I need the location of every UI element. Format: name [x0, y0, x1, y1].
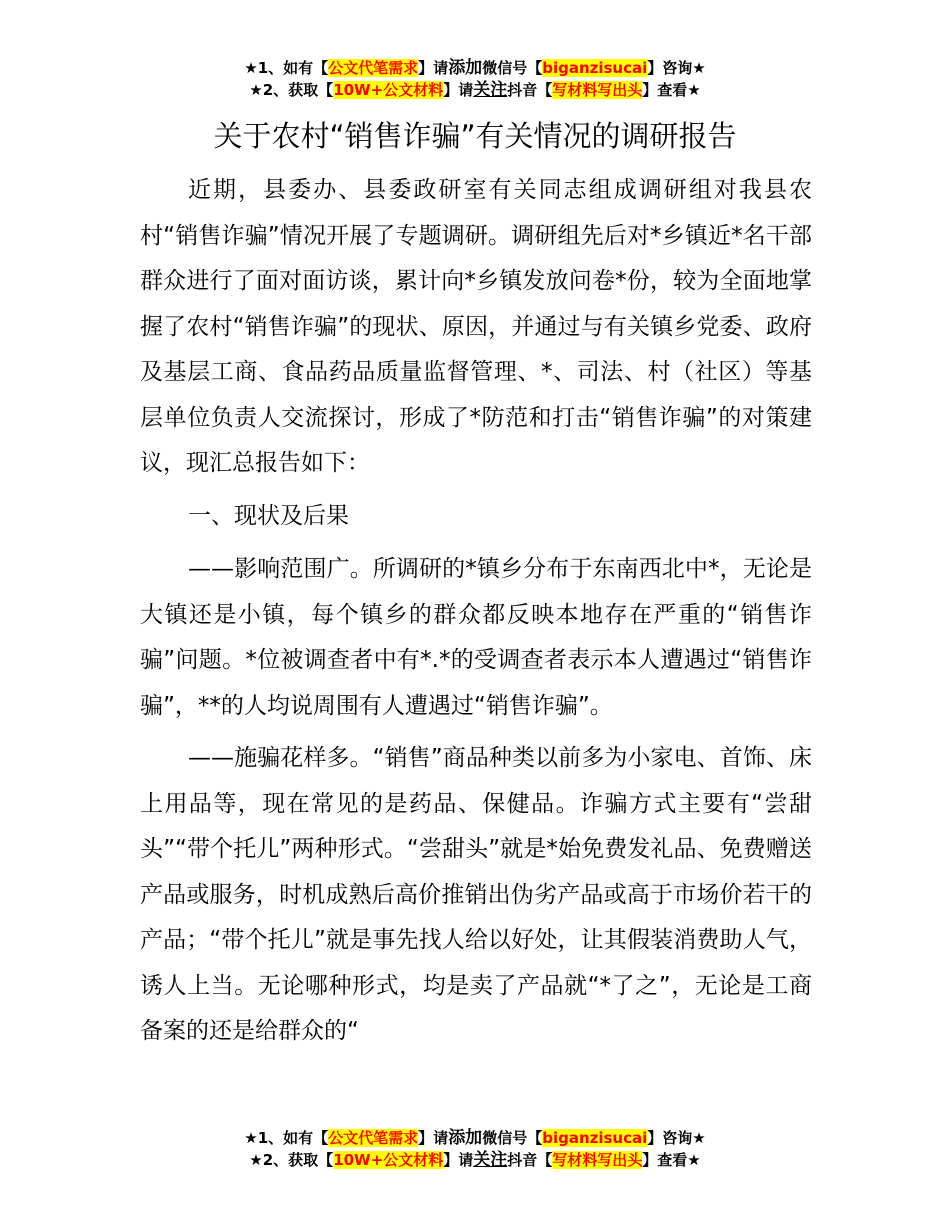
promo-emphasis: 关注	[473, 80, 508, 100]
document-body	[140, 168, 812, 1062]
promo-text: ★1、如有【	[244, 59, 329, 77]
promo-emphasis: 添加	[448, 1128, 483, 1148]
promo-text: 】咨询★	[647, 59, 706, 77]
promo-highlight: 10W+公文材料	[333, 81, 444, 99]
promo-banner-bottom	[0, 1127, 950, 1171]
paragraph-intro: 近期，县委办、县委政研室有关同志组成调研组对我县农村“销售诈骗”情况开展了专题调研。调研组先后对*乡镇近*名干部群众进行了面对面访谈，累计向*乡镇发放问卷*份，较为全面地掌握了农村“销售诈骗”的现状、原因，并通过与有关镇乡党委、政府及基层工商、食品药品质量监督管理、*、司法、村（社区）等基层单位负责人交流探讨，形成了*防范和打击“销售诈骗”的对策建议，现汇总报告如下：	[140, 177, 812, 476]
promo-text: 】查看★	[642, 1151, 701, 1169]
section-heading: 一、现状及后果	[188, 502, 349, 529]
paragraph-methods: ——施骗花样多。“销售”商品种类以前多为小家电、首饰、床上用品等，现在常见的是药品、保健品。诈骗方式主要有“尝甜头”“带个托儿”两种形式。“尝甜头”就是*始免费发礼品、免费赠送产品或服务，时机成熟后高价推销出伪劣产品或高于市场价若干的产品；“带个托儿”就是事先找人给以好处，让其假装消费助人气，诱人上当。无论哪种形式，均是卖了产品就“*了之”，无论是工商备案的还是给群众的“	[140, 745, 812, 1044]
promo-text: 】咨询★	[647, 1129, 706, 1147]
promo-text: 抖音【	[507, 1151, 553, 1169]
promo-text: 抖音【	[507, 81, 553, 99]
promo-text: ★1、如有【	[244, 1129, 329, 1147]
promo-line-1	[0, 1127, 950, 1149]
promo-text: 】请	[418, 1129, 449, 1147]
promo-text: ★2、获取【	[249, 81, 334, 99]
promo-text: 微信号【	[482, 59, 543, 77]
document-title: 关于农村“销售诈骗”有关情况的调研报告	[213, 119, 737, 153]
promo-text: 】请	[443, 1151, 474, 1169]
promo-banner-top	[0, 57, 950, 101]
promo-highlight: 公文代笔需求	[328, 59, 419, 77]
promo-emphasis: 关注	[473, 1150, 508, 1170]
promo-text: ★2、获取【	[249, 1151, 334, 1169]
promo-douyin-id: 写材料写出头	[552, 1151, 643, 1169]
promo-emphasis: 添加	[448, 58, 483, 78]
promo-wechat-id: biganzisucai	[542, 59, 648, 77]
promo-text: 】请	[443, 81, 474, 99]
promo-line-1	[0, 57, 950, 79]
promo-wechat-id: biganzisucai	[542, 1129, 648, 1147]
promo-text: 微信号【	[482, 1129, 543, 1147]
promo-line-2	[0, 1149, 950, 1171]
promo-text: 】请	[418, 59, 449, 77]
promo-text: 】查看★	[642, 81, 701, 99]
promo-line-2	[0, 79, 950, 101]
promo-douyin-id: 写材料写出头	[552, 81, 643, 99]
promo-highlight: 公文代笔需求	[328, 1129, 419, 1147]
promo-highlight: 10W+公文材料	[333, 1151, 444, 1169]
paragraph-scope: ——影响范围广。所调研的*镇乡分布于东南西北中*，无论是大镇还是小镇，每个镇乡的群众都反映本地存在严重的“销售诈骗”问题。*位被调查者中有*.*的受调查者表示本人遭遇过“销售诈骗”，**的人均说周围有人遭遇过“销售诈骗”。	[140, 556, 812, 719]
